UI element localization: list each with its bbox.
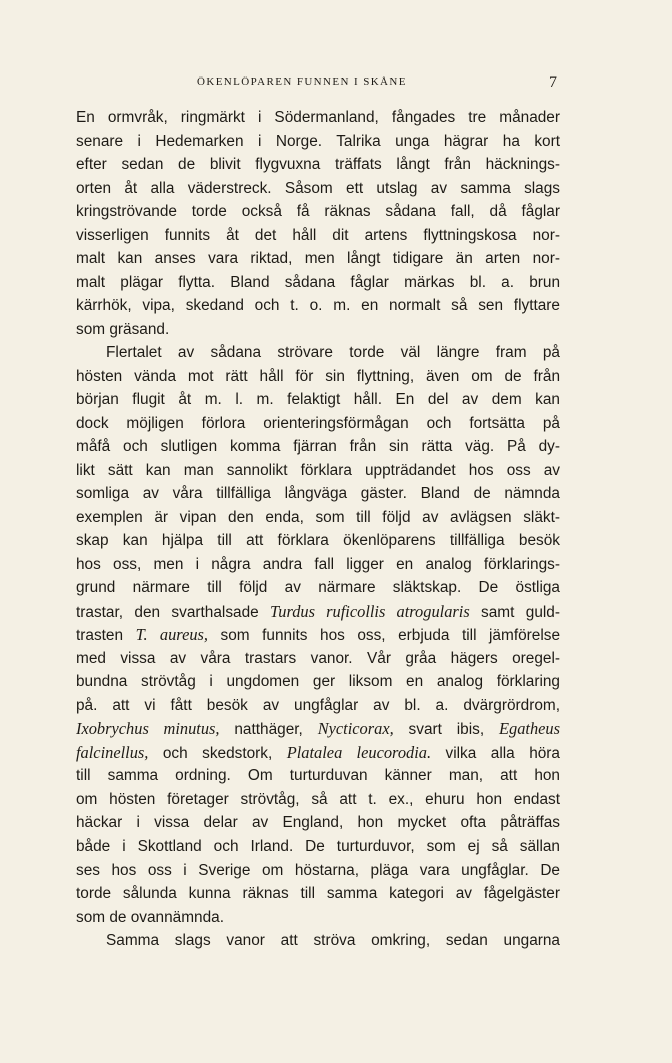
line-text: hos oss, men i några andra fall ligger en analog förklarings- bbox=[76, 555, 560, 573]
line-text: på. att vi fått besök av ungfåglar av bl. a. dvärgrördrom, bbox=[76, 696, 560, 714]
text-line bbox=[76, 435, 560, 459]
line-text: En ormvråk, ringmärkt i Södermanland, fångades tre månader bbox=[76, 109, 560, 126]
text-line bbox=[76, 318, 560, 342]
text-line bbox=[76, 882, 560, 906]
text-line bbox=[76, 553, 560, 577]
line-text: torde sålunda kunna räknas till samma kategori av fågelgäster bbox=[76, 885, 560, 903]
body-text bbox=[76, 106, 560, 953]
line-text: hösten vända mot rätt håll för sin flyttning, även om de från bbox=[76, 367, 560, 385]
line-text: kringströvande torde också få räknas sådana fall, då fåglar bbox=[76, 203, 560, 221]
line-text: somliga av våra tillfälliga långväga gäster. Bland de nämnda bbox=[76, 485, 560, 503]
line-text: exemplen är vipan den enda, som till följd av avlägsen släkt- bbox=[76, 508, 560, 526]
text-line bbox=[76, 717, 560, 741]
line-text: som gräsand. bbox=[76, 320, 170, 338]
line-text: trasten bbox=[76, 627, 136, 645]
text-line bbox=[76, 529, 560, 553]
line-text: som de ovannämnda. bbox=[76, 908, 225, 926]
line-text: efter sedan de blivit flygvuxna träffats långt från häcknings- bbox=[76, 156, 560, 174]
text-line bbox=[76, 647, 560, 671]
line-text: om hösten företager strövtåg, så att t. ex., ehuru hon endast bbox=[76, 790, 560, 808]
text-line bbox=[76, 200, 560, 224]
text-line bbox=[76, 694, 560, 718]
text-line bbox=[76, 106, 560, 130]
line-text: natthäger, bbox=[219, 721, 318, 739]
line-text: början flugit åt m. l. m. felaktigt håll. En del av dem kan bbox=[76, 391, 560, 409]
line-text: som funnits hos oss, erbjuda till jämförelse bbox=[208, 627, 561, 645]
italic-species-name: Nycticorax, bbox=[317, 719, 394, 739]
line-text: malt kan anses vara riktad, men långt tidigare än arten nor- bbox=[76, 250, 560, 268]
line-text: grund närmare till följd av närmare släktskap. De östliga bbox=[76, 579, 560, 597]
line-text: visserligen funnits åt det håll dit artens flyttningskosa nor- bbox=[76, 226, 560, 244]
text-line bbox=[76, 670, 560, 694]
text-line bbox=[76, 271, 560, 295]
line-text: Flertalet av sådana strövare torde väl längre fram på bbox=[106, 344, 560, 362]
italic-species-name: T. aureus, bbox=[135, 625, 209, 645]
line-text: orten åt alla väderstreck. Såsom ett utslag av samma slags bbox=[76, 179, 560, 197]
text-line bbox=[76, 459, 560, 483]
text-line bbox=[76, 835, 560, 859]
italic-species-name: Egatheus bbox=[498, 719, 560, 739]
line-text: och skedstork, bbox=[148, 744, 287, 762]
text-line bbox=[76, 341, 560, 365]
text-line bbox=[76, 929, 560, 953]
text-line bbox=[76, 764, 560, 788]
page-number: 7 bbox=[549, 74, 557, 91]
line-text: trastar, den svarthalsade bbox=[76, 603, 271, 621]
text-line bbox=[76, 247, 560, 271]
line-text: dock möjligen förlora orienteringsförmågan och fortsätta på bbox=[76, 414, 560, 432]
text-line bbox=[76, 811, 560, 835]
line-text: senare i Hedemarken i Norge. Talrika unga hägrar ha kort bbox=[76, 132, 560, 150]
text-line bbox=[76, 177, 560, 201]
text-line bbox=[76, 412, 560, 436]
text-line bbox=[76, 294, 560, 318]
line-text: häckar i vissa delar av England, hon mycket ofta påträffas bbox=[76, 814, 560, 832]
line-text: kärrhök, vipa, skedand och t. o. m. en normalt så sen flyttare bbox=[76, 297, 560, 315]
line-text: malt plägar flytta. Bland sådana fåglar märkas bl. a. brun bbox=[76, 273, 560, 291]
text-line bbox=[76, 623, 560, 647]
italic-species-name: falcinellus, bbox=[76, 742, 149, 762]
text-line bbox=[76, 130, 560, 154]
italic-species-name: Ixobrychus minutus, bbox=[76, 719, 220, 739]
line-text: svart ibis, bbox=[393, 721, 499, 739]
line-text: till samma ordning. Om turturduvan känner man, att hon bbox=[76, 767, 560, 785]
line-text: både i Skottland och Irland. De turturduvor, som ej så sällan bbox=[76, 837, 560, 855]
text-line bbox=[76, 482, 560, 506]
text-line bbox=[76, 906, 560, 930]
text-line bbox=[76, 859, 560, 883]
text-line bbox=[76, 365, 560, 389]
line-text: måfå och slutligen komma fjärran från sin rätta väg. På dy- bbox=[76, 438, 560, 456]
running-title: ÖKENLÖPAREN FUNNEN I SKÅNE bbox=[197, 76, 407, 88]
line-text: skap kan hjälpa till att förklara ökenlöparens tillfälliga besök bbox=[76, 532, 560, 550]
text-line bbox=[76, 388, 560, 412]
text-line bbox=[76, 506, 560, 530]
page-header bbox=[0, 76, 672, 92]
line-text: vilka alla höra bbox=[431, 744, 560, 762]
text-line bbox=[76, 224, 560, 248]
line-text: med vissa av våra trastars vanor. Vår gråa hägers oregel- bbox=[76, 649, 560, 667]
line-text: samt guld- bbox=[469, 603, 560, 621]
line-text: bundna strövtåg i ungdomen ger liksom en analog förklaring bbox=[76, 673, 560, 691]
italic-species-name: Platalea leucorodia. bbox=[286, 742, 432, 762]
text-line bbox=[76, 741, 560, 765]
line-text: ses hos oss i Sverige om höstarna, pläga vara ungfåglar. De bbox=[76, 861, 560, 879]
text-line bbox=[76, 153, 560, 177]
text-line bbox=[76, 600, 560, 624]
line-text: Samma slags vanor att ströva omkring, sedan ungarna bbox=[106, 932, 560, 950]
text-line bbox=[76, 788, 560, 812]
line-text: likt sätt kan man sannolikt förklara uppträdandet hos oss av bbox=[76, 461, 560, 479]
italic-species-name: Turdus ruficollis atrogularis bbox=[270, 601, 470, 621]
text-line bbox=[76, 576, 560, 600]
